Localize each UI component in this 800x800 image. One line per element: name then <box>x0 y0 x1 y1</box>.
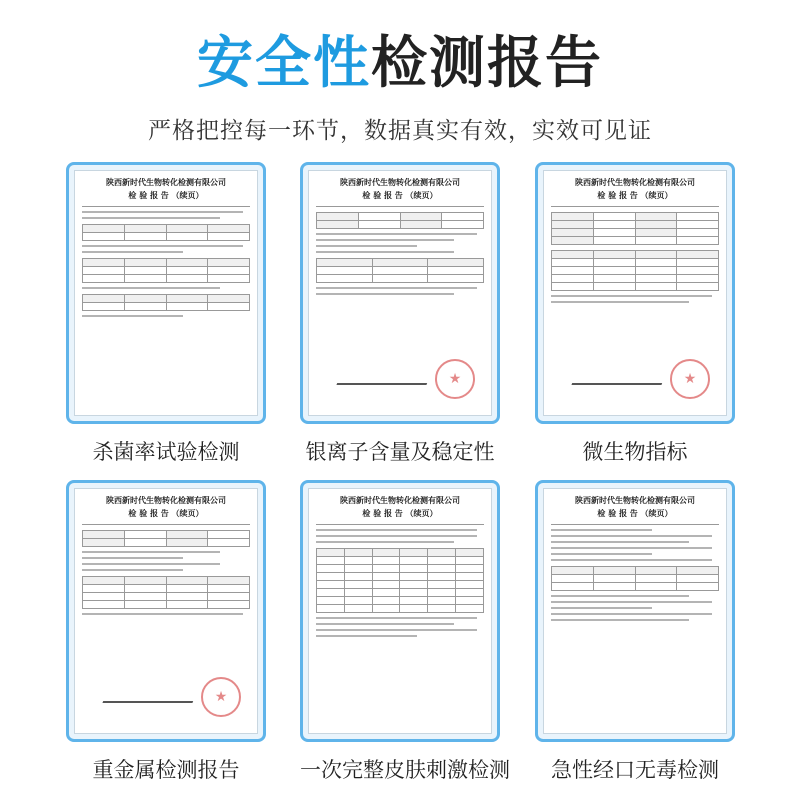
report-card-acute-oral[interactable] <box>535 480 735 784</box>
text-line <box>551 607 652 609</box>
text-line <box>316 245 417 247</box>
report-table <box>551 212 719 245</box>
report-table <box>82 258 250 283</box>
text-line <box>316 635 417 637</box>
text-line <box>82 613 243 615</box>
report-meta-rule <box>316 522 484 525</box>
report-title: 检 验 报 告 （续页） <box>362 509 438 518</box>
report-title: 检 验 报 告 （续页） <box>597 509 673 518</box>
text-line <box>551 613 712 615</box>
report-meta-rule <box>551 522 719 525</box>
text-line <box>316 233 477 235</box>
text-line <box>551 301 689 303</box>
report-table <box>82 530 250 547</box>
report-table <box>82 576 250 609</box>
text-line <box>551 541 689 543</box>
text-line <box>551 595 689 597</box>
report-company: 陕西新时代生物转化检测有限公司 <box>106 178 226 187</box>
report-table <box>316 548 484 613</box>
text-line <box>82 211 243 213</box>
text-line <box>551 535 712 537</box>
report-label: 重金属检测报告 <box>92 758 240 782</box>
text-line <box>316 239 454 241</box>
report-frame <box>66 480 266 742</box>
report-table <box>316 258 484 283</box>
text-line <box>82 245 243 247</box>
report-meta-rule <box>551 204 719 207</box>
report-document <box>543 170 727 416</box>
text-line <box>316 535 477 537</box>
text-line <box>551 547 712 549</box>
title-accent: 安全性 <box>197 31 371 96</box>
text-line <box>551 601 712 603</box>
report-card-microbial[interactable] <box>535 162 735 466</box>
report-label: 一次完整皮肤刺激检测 <box>300 758 510 782</box>
text-line <box>316 529 477 531</box>
text-line <box>82 217 220 219</box>
report-table <box>316 212 484 229</box>
report-title: 检 验 报 告 （续页） <box>597 191 673 200</box>
text-line <box>316 251 454 253</box>
text-line <box>551 559 712 561</box>
text-line <box>82 315 183 317</box>
report-company: 陕西新时代生物转化检测有限公司 <box>340 496 460 505</box>
text-line <box>316 629 477 631</box>
report-company: 陕西新时代生物转化检测有限公司 <box>106 496 226 505</box>
report-document <box>308 170 492 416</box>
title-rest: 检测报告 <box>371 31 603 96</box>
report-card-skin-irritation[interactable] <box>300 480 510 784</box>
report-frame <box>535 480 735 742</box>
report-meta-rule <box>82 204 250 207</box>
report-document <box>543 488 727 734</box>
report-table <box>82 224 250 241</box>
report-frame <box>300 480 500 742</box>
text-line <box>316 287 477 289</box>
report-label: 急性经口无毒检测 <box>551 758 719 782</box>
seal-stamp-icon <box>201 677 241 717</box>
report-table <box>82 294 250 311</box>
report-card-heavy-metal[interactable] <box>66 480 266 784</box>
text-line <box>551 295 712 297</box>
report-document <box>74 488 258 734</box>
report-label: 微生物指标 <box>582 440 688 464</box>
report-label: 银离子含量及稳定性 <box>305 440 495 464</box>
report-card-bactericidal[interactable] <box>66 162 266 466</box>
text-line <box>82 251 183 253</box>
report-company: 陕西新时代生物转化检测有限公司 <box>575 178 695 187</box>
text-line <box>551 529 652 531</box>
report-document <box>308 488 492 734</box>
text-line <box>316 293 454 295</box>
report-title: 检 验 报 告 （续页） <box>362 191 438 200</box>
report-frame <box>66 162 266 424</box>
text-line <box>82 557 183 559</box>
report-frame <box>535 162 735 424</box>
report-meta-rule <box>316 204 484 207</box>
text-line <box>551 619 689 621</box>
report-company: 陕西新时代生物转化检测有限公司 <box>340 178 460 187</box>
text-line <box>82 563 220 565</box>
text-line <box>316 623 454 625</box>
signature-icon <box>571 371 666 385</box>
report-meta-rule <box>82 522 250 525</box>
report-title: 检 验 报 告 （续页） <box>128 509 204 518</box>
text-line <box>82 287 220 289</box>
seal-stamp-icon <box>435 359 475 399</box>
report-card-silver-ion[interactable] <box>300 162 500 466</box>
report-table <box>551 250 719 291</box>
report-frame <box>300 162 500 424</box>
text-line <box>551 553 652 555</box>
text-line <box>316 541 454 543</box>
text-line <box>82 551 220 553</box>
signature-icon <box>336 371 431 385</box>
seal-stamp-icon <box>670 359 710 399</box>
text-line <box>82 569 183 571</box>
report-table <box>551 566 719 591</box>
report-company: 陕西新时代生物转化检测有限公司 <box>575 496 695 505</box>
text-line <box>316 617 477 619</box>
page-subtitle: 严格把控每一环节，数据真实有效，实效可见证 <box>148 118 652 144</box>
report-document <box>74 170 258 416</box>
report-label: 杀菌率试验检测 <box>92 440 240 464</box>
signature-icon <box>102 689 197 703</box>
report-title: 检 验 报 告 （续页） <box>128 191 204 200</box>
